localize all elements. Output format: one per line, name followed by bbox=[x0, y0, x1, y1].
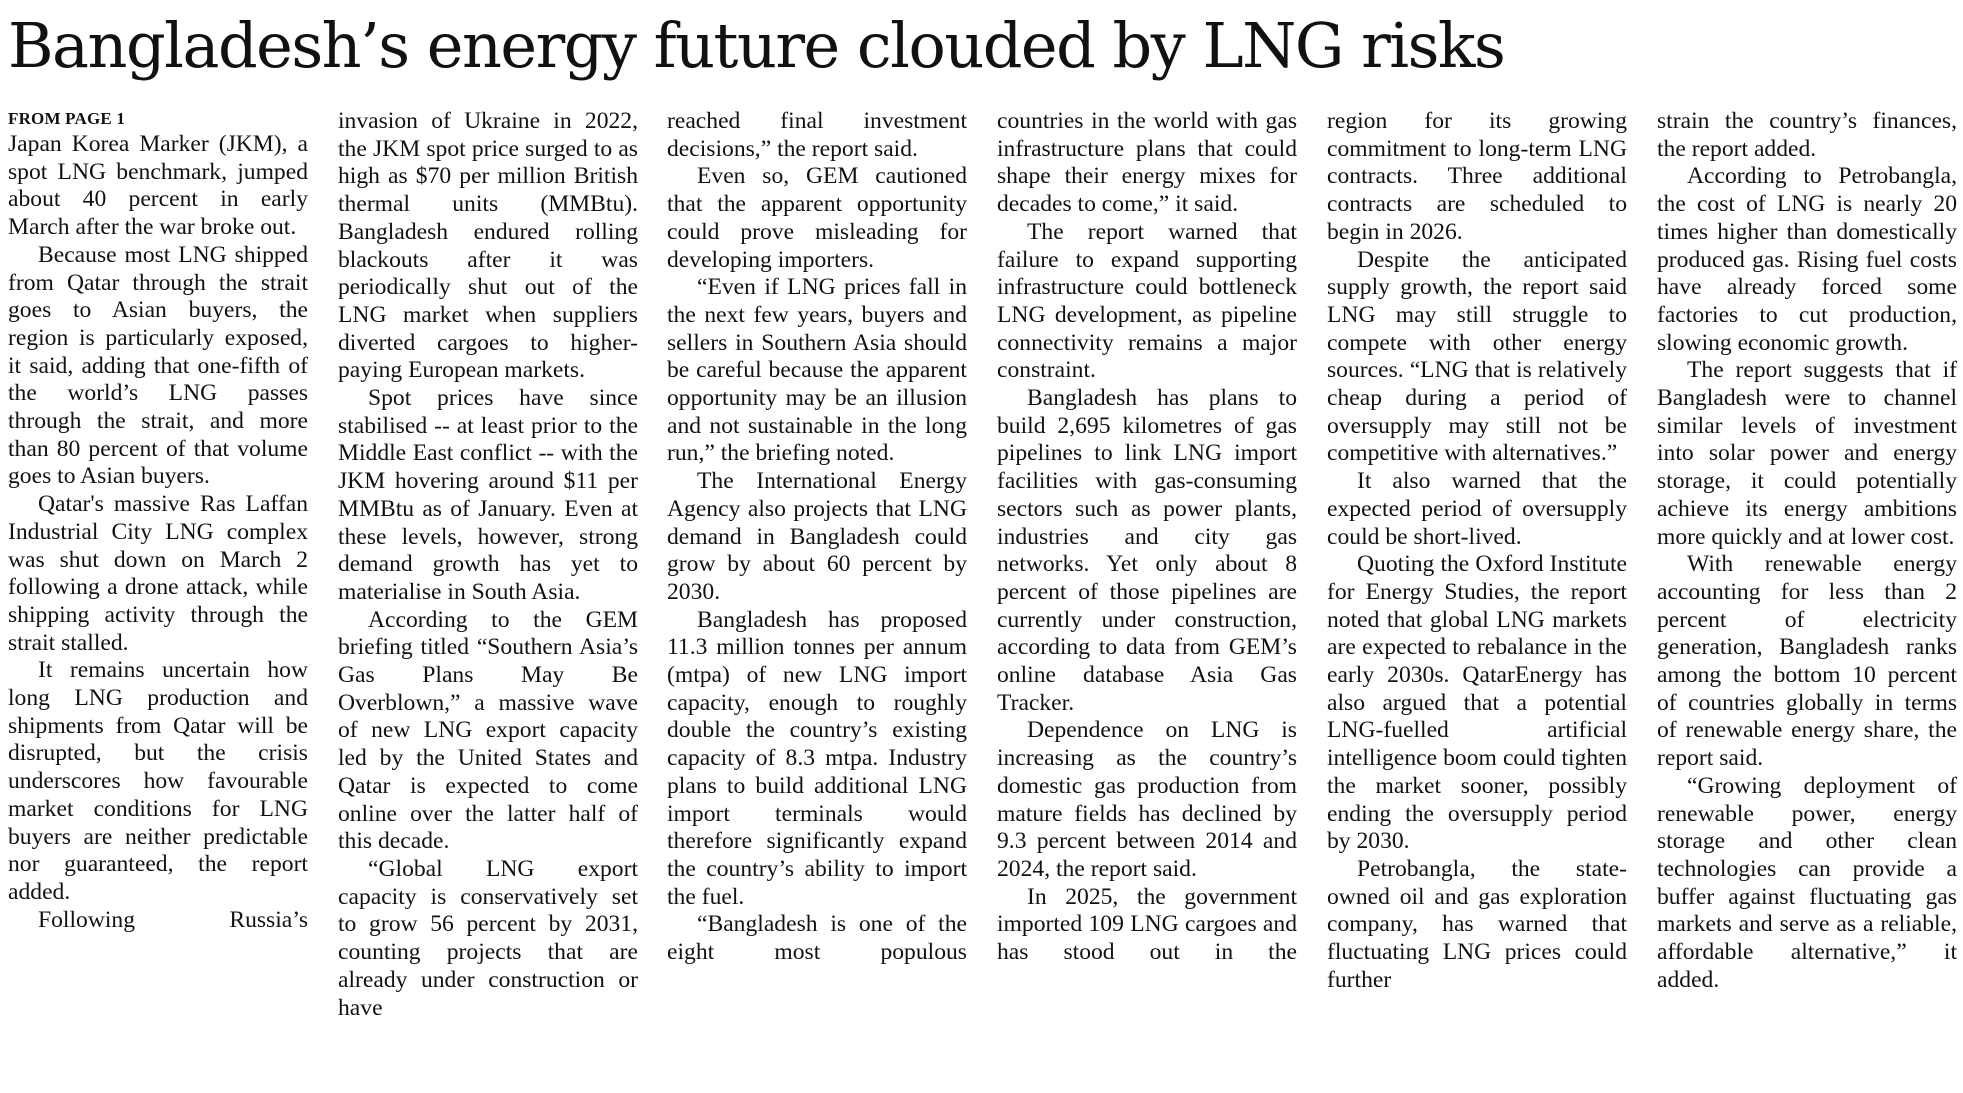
paragraph: Petrobangla, the state-owned oil and gas exploration company, has warned that fluctuating LNG prices could further bbox=[1327, 855, 1627, 993]
paragraph: Following Russia’s bbox=[38, 906, 308, 933]
article-column-1 bbox=[8, 108, 308, 934]
paragraph: Qatar's massive Ras Laffan Industrial City LNG complex was shut down on March 2 following a drone attack, while shipping activity through the strait stalled. bbox=[8, 491, 308, 656]
article-column-2 bbox=[338, 108, 638, 1022]
paragraph: In 2025, the government imported 109 LNG cargoes and has stood out in the bbox=[997, 883, 1297, 966]
article-column-6 bbox=[1657, 108, 1957, 995]
paragraph: “Bangladesh is one of the eight most populous bbox=[667, 911, 967, 966]
paragraph: strain the country’s finances, the report added. bbox=[1657, 108, 1957, 162]
paragraph: Despite the anticipated supply growth, the report said LNG may still struggle to compete with other energy sources. “LNG that is relatively cheap during a period of oversupply may still not be competitive with alternatives.” bbox=[1327, 246, 1627, 467]
paragraph: “Even if LNG prices fall in the next few years, buyers and sellers in Southern Asia should be careful because the apparent opportunity may be an illusion and not sustainable in the long run,” the briefing noted. bbox=[667, 274, 967, 467]
paragraph: Dependence on LNG is increasing as the country’s domestic gas production from mature fields has declined by 9.3 percent between 2014 and 2024, the report said. bbox=[997, 717, 1297, 882]
paragraph: Spot prices have since stabilised -- at least prior to the Middle East conflict -- with the JKM hovering around $11 per MMBtu as of January. Even at these levels, however, strong demand growth has yet to materialise in South Asia. bbox=[338, 385, 638, 605]
paragraph: Because most LNG shipped from Qatar through the strait goes to Asian buyers, the region is particularly exposed, it said, adding that one-fifth of the world’s LNG passes through the strait, and more than 80 percent of that volume goes to Asian buyers. bbox=[8, 241, 308, 490]
paragraph: countries in the world with gas infrastructure plans that could shape their energy mixes for decades to come,” it said. bbox=[997, 108, 1297, 218]
paragraph: Bangladesh has proposed 11.3 million tonnes per annum (mtpa) of new LNG import capacity, enough to roughly double the country’s existing capacity of 8.3 mtpa. Industry plans to build additional LNG import terminals would therefore significantly expand the country’s ability to import the fuel. bbox=[667, 606, 967, 910]
article-column-3 bbox=[667, 108, 967, 967]
paragraph: invasion of Ukraine in 2022, the JKM spot price surged to as high as $70 per million British thermal units (MMBtu). Bangladesh endured rolling blackouts after it was periodically shut out of the LNG market when suppliers diverted cargoes to higher-paying European markets. bbox=[338, 108, 638, 384]
paragraph: Quoting the Oxford Institute for Energy Studies, the report noted that global LNG markets are expected to rebalance in the early 2030s. QatarEnergy has also argued that a potential LNG-fuelled artificial intelligence boom could tighten the market sooner, possibly ending the oversupply period by 2030. bbox=[1327, 551, 1627, 855]
paragraph: According to Petrobangla, the cost of LNG is nearly 20 times higher than domestically produced gas. Rising fuel costs have already forced some factories to cut production, slowing economic growth. bbox=[1657, 163, 1957, 356]
paragraph: Bangladesh has plans to build 2,695 kilometres of gas pipelines to link LNG import facilities with gas-consuming sectors such as power plants, industries and city gas networks. Yet only about 8 percent of those pipelines are currently under construction, according to data from GEM’s online database Asia Gas Tracker. bbox=[997, 385, 1297, 716]
paragraph: region for its growing commitment to long-term LNG contracts. Three additional contracts are scheduled to begin in 2026. bbox=[1327, 108, 1627, 245]
paragraph: “Global LNG export capacity is conservatively set to grow 56 percent by 2031, counting projects that are already under construction or have bbox=[338, 855, 638, 1021]
paragraph: Japan Korea Marker (JKM), a spot LNG benchmark, jumped about 40 percent in early March after the war broke out. bbox=[8, 131, 308, 241]
kicker: FROM PAGE 1 bbox=[8, 109, 126, 128]
paragraph: It also warned that the expected period of oversupply could be short-lived. bbox=[1327, 468, 1627, 550]
paragraph: The report warned that failure to expand supporting infrastructure could bottleneck LNG development, as pipeline connectivity remains a major constraint. bbox=[997, 218, 1297, 384]
paragraph: Even so, GEM cautioned that the apparent opportunity could prove misleading for developing importers. bbox=[667, 163, 967, 273]
paragraph: The International Energy Agency also projects that LNG demand in Bangladesh could grow by about 60 percent by 2030. bbox=[667, 468, 967, 605]
paragraph: reached final investment decisions,” the report said. bbox=[667, 108, 967, 162]
paragraph: “Growing deployment of renewable power, energy storage and other clean technologies can provide a buffer against fluctuating gas markets and serve as a reliable, affordable alternative,” it added. bbox=[1657, 772, 1957, 993]
paragraph: The report suggests that if Bangladesh were to channel similar levels of investment into solar power and energy storage, it could potentially achieve its energy ambitions more quickly and at lower cost. bbox=[1657, 357, 1957, 550]
paragraph: With renewable energy accounting for less than 2 percent of electricity generation, Bangladesh ranks among the bottom 10 percent of countries globally in terms of renewable energy share, the report said. bbox=[1657, 551, 1957, 772]
article-column-5 bbox=[1327, 108, 1627, 995]
headline: Bangladesh’s energy future clouded by LNG risks bbox=[8, 9, 1505, 82]
article-body bbox=[8, 108, 1960, 1088]
paragraph: According to the GEM briefing titled “Southern Asia’s Gas Plans May Be Overblown,” a massive wave of new LNG export capacity led by the United States and Qatar is expected to come online over the latter half of this decade. bbox=[338, 606, 638, 855]
article-column-4 bbox=[997, 108, 1297, 967]
paragraph: It remains uncertain how long LNG production and shipments from Qatar will be disrupted, but the crisis underscores how favourable market conditions for LNG buyers are neither predictable nor guaranteed, the report added. bbox=[8, 657, 308, 905]
